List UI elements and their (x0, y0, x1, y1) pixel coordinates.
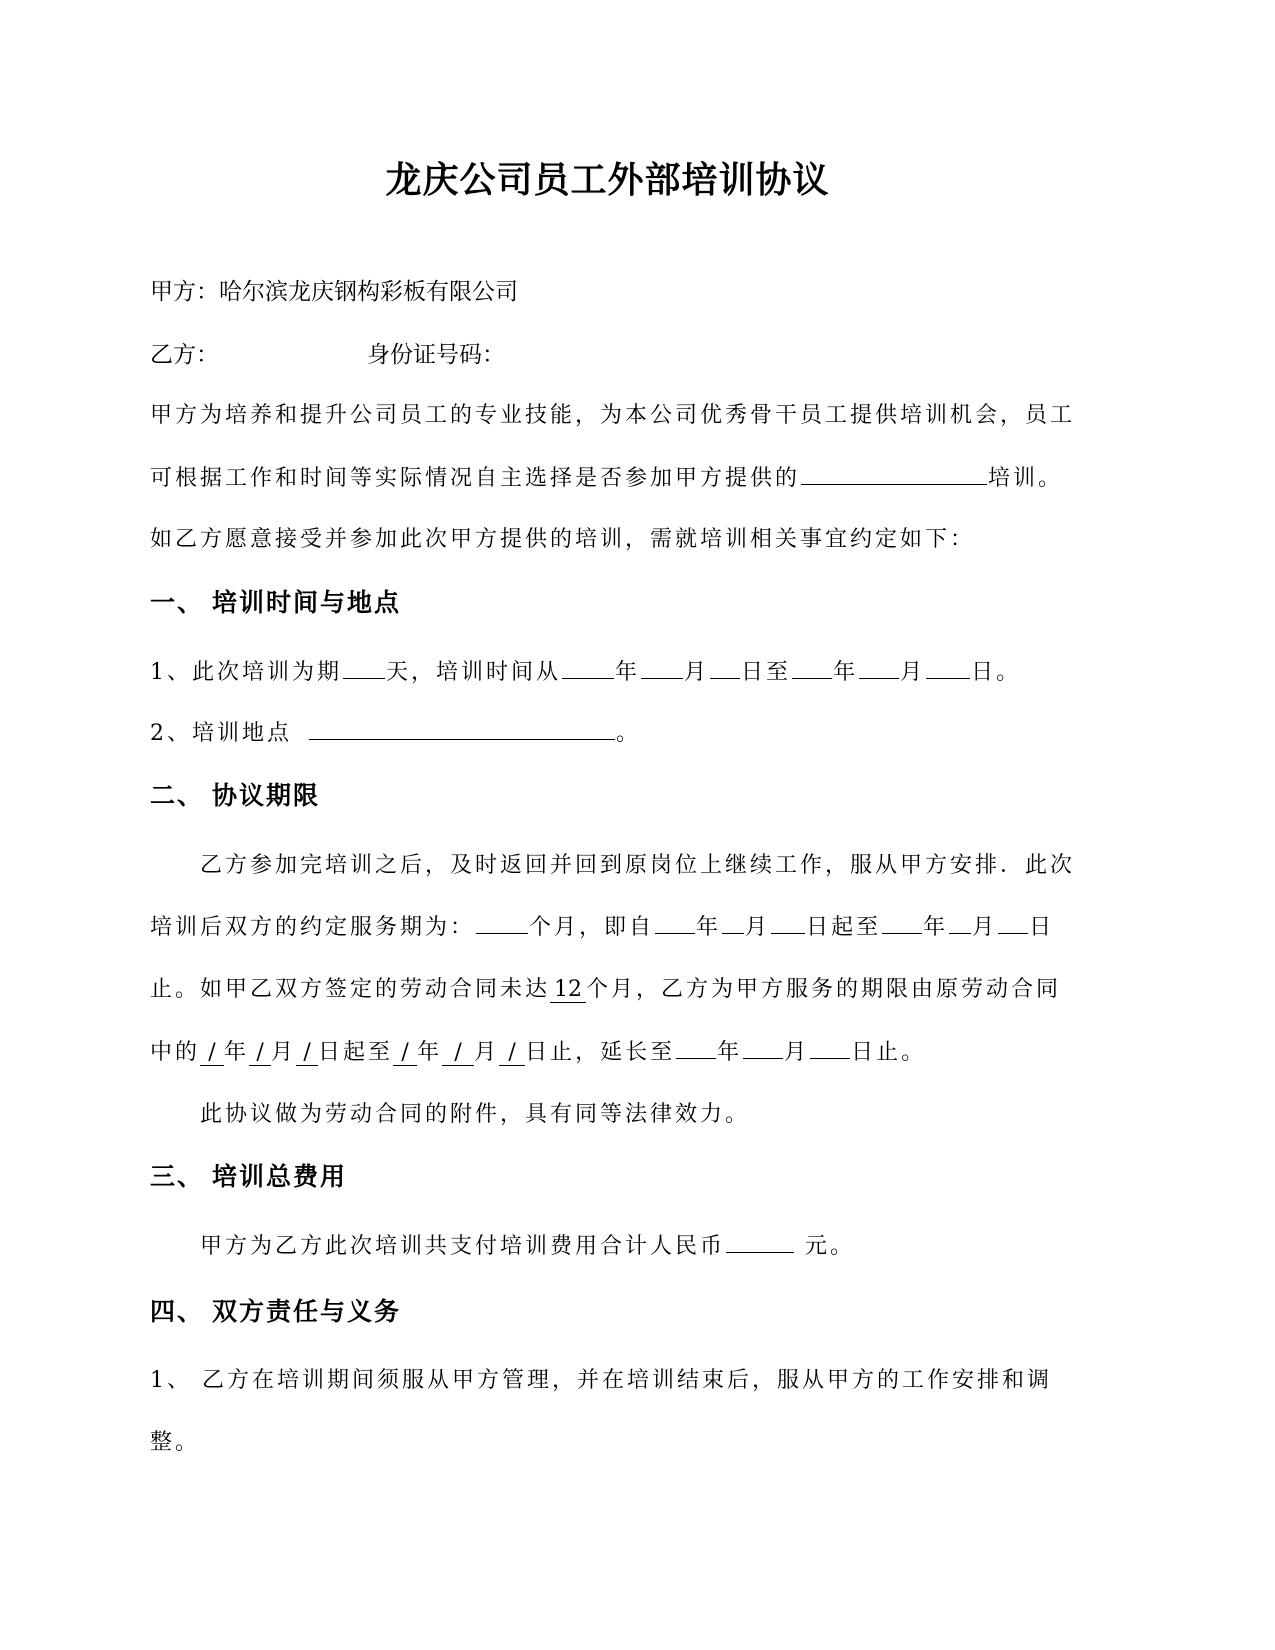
item-text: 1、此次培训为期 (150, 660, 342, 685)
start-day-blank (710, 656, 740, 679)
service-end-year-blank (882, 911, 922, 934)
section-2-title: 协议期限 (212, 781, 321, 810)
section-1-number: 一、 (150, 588, 205, 617)
section-4-heading (150, 1292, 401, 1328)
party-b-line (150, 336, 505, 369)
party-a-label: 甲方： (150, 279, 219, 305)
item-text: 日 (1029, 915, 1055, 940)
end-day-blank (926, 656, 970, 679)
orig-end-year-value: / (393, 1040, 417, 1066)
start-year-blank (562, 656, 614, 679)
extend-day-blank (810, 1036, 850, 1059)
item-text: 日至 (741, 660, 792, 685)
service-start-day-blank (771, 911, 805, 934)
item-text: 年 (224, 1040, 250, 1065)
item-text: 个月，乙方为甲方服务的期限由原劳动合同 (586, 977, 1062, 1002)
section-2-p2 (150, 910, 1054, 941)
item-text: 日止，延长至 (525, 1040, 676, 1065)
contract-months-value: 12 (550, 977, 586, 1003)
section-2-p3 (150, 972, 1061, 1003)
item-text: 止。如甲乙双方签定的劳动合同未达 (150, 977, 551, 1002)
item-text: 。 (616, 721, 642, 746)
item-text: 日。 (971, 660, 1022, 685)
party-b-label: 乙方： (150, 342, 219, 368)
section-3-p1 (200, 1229, 855, 1260)
service-start-month-blank (722, 911, 744, 934)
item-text: 年 (615, 660, 641, 685)
section-2-p5: 此协议做为劳动合同的附件，具有同等法律效力。 (200, 1102, 751, 1127)
item-text: 日起至 (806, 915, 882, 940)
party-a-line (150, 273, 518, 306)
end-month-blank (859, 656, 899, 679)
extend-year-blank (676, 1036, 716, 1059)
item-text: 月 (972, 915, 998, 940)
orig-end-day-value: / (499, 1040, 525, 1066)
service-end-day-blank (998, 911, 1028, 934)
section-3-heading (150, 1157, 347, 1193)
orig-start-year-value: / (200, 1040, 224, 1066)
item-text: 年 (717, 1040, 743, 1065)
item-text: 天，培训时间从 (386, 660, 562, 685)
item-text: 培训后双方的约定服务期为： (150, 915, 476, 940)
item-text: 月 (474, 1040, 500, 1065)
section-2-p4 (150, 1035, 926, 1066)
item-text: 甲方为乙方此次培训共支付培训费用合计人民币 (200, 1234, 726, 1259)
service-end-month-blank (949, 911, 971, 934)
item-text: 元。 (805, 1234, 856, 1259)
section-1-title: 培训时间与地点 (212, 588, 402, 617)
section-1-heading (150, 583, 401, 619)
section-2-heading (150, 776, 320, 812)
end-year-blank (792, 656, 832, 679)
item-text: 日止。 (851, 1040, 927, 1065)
item-text: 年 (833, 660, 859, 685)
section-3-number: 三、 (150, 1162, 205, 1191)
item-text: 年 (696, 915, 722, 940)
item-text: 月 (745, 915, 771, 940)
service-months-blank (476, 911, 528, 934)
intro-line-2 (150, 461, 1063, 492)
location-blank (309, 717, 615, 740)
item-text: 年 (417, 1040, 443, 1065)
item-text: 月 (684, 660, 710, 685)
section-2-number: 二、 (150, 781, 205, 810)
days-blank (343, 656, 385, 679)
id-number-label: 身份证号码： (367, 342, 505, 368)
section-4-item-1: 1、 乙方在培训期间须服从甲方管理，并在培训结束后，服从甲方的工作安排和调 (150, 1368, 1052, 1393)
intro-line-3: 如乙方愿意接受并参加此次甲方提供的培训，需就培训相关事宜约定如下： (150, 527, 976, 552)
section-4-number: 四、 (150, 1297, 205, 1326)
section-1-item-2 (150, 716, 641, 747)
orig-end-month-value: / (442, 1040, 474, 1066)
item-text: 月 (900, 660, 926, 685)
orig-start-month-value: / (249, 1040, 271, 1066)
section-2-p1: 乙方参加完培训之后，及时返回并回到原岗位上继续工作，服从甲方安排．此次 (200, 853, 1076, 878)
section-3-title: 培训总费用 (212, 1162, 348, 1191)
item-text: 月 (784, 1040, 810, 1065)
item-text: 月 (271, 1040, 297, 1065)
start-month-blank (641, 656, 683, 679)
party-a-name: 哈尔滨龙庆钢构彩板有限公司 (219, 279, 518, 305)
section-4-item-1-cont: 整。 (150, 1430, 201, 1455)
section-4-title: 双方责任与义务 (212, 1297, 402, 1326)
item-text: 中的 (150, 1040, 201, 1065)
fee-amount-blank (726, 1230, 794, 1253)
section-1-item-1 (150, 655, 1021, 686)
orig-start-day-value: / (296, 1040, 318, 1066)
intro-line-2-text: 可根据工作和时间等实际情况自主选择是否参加甲方提供的 (150, 466, 801, 491)
intro-line-1: 甲方为培养和提升公司员工的专业技能，为本公司优秀骨干员工提供培训机会，员工 (150, 403, 1076, 428)
item-text: 日起至 (318, 1040, 394, 1065)
extend-month-blank (743, 1036, 783, 1059)
document-title: 龙庆公司员工外部培训协议 (385, 160, 830, 201)
item-text: 2、培训地点 (150, 721, 292, 746)
service-start-year-blank (655, 911, 695, 934)
item-text: 年 (923, 915, 949, 940)
training-name-blank (801, 462, 987, 485)
intro-line-2-end: 培训。 (988, 466, 1064, 491)
item-text: 个月，即自 (529, 915, 655, 940)
